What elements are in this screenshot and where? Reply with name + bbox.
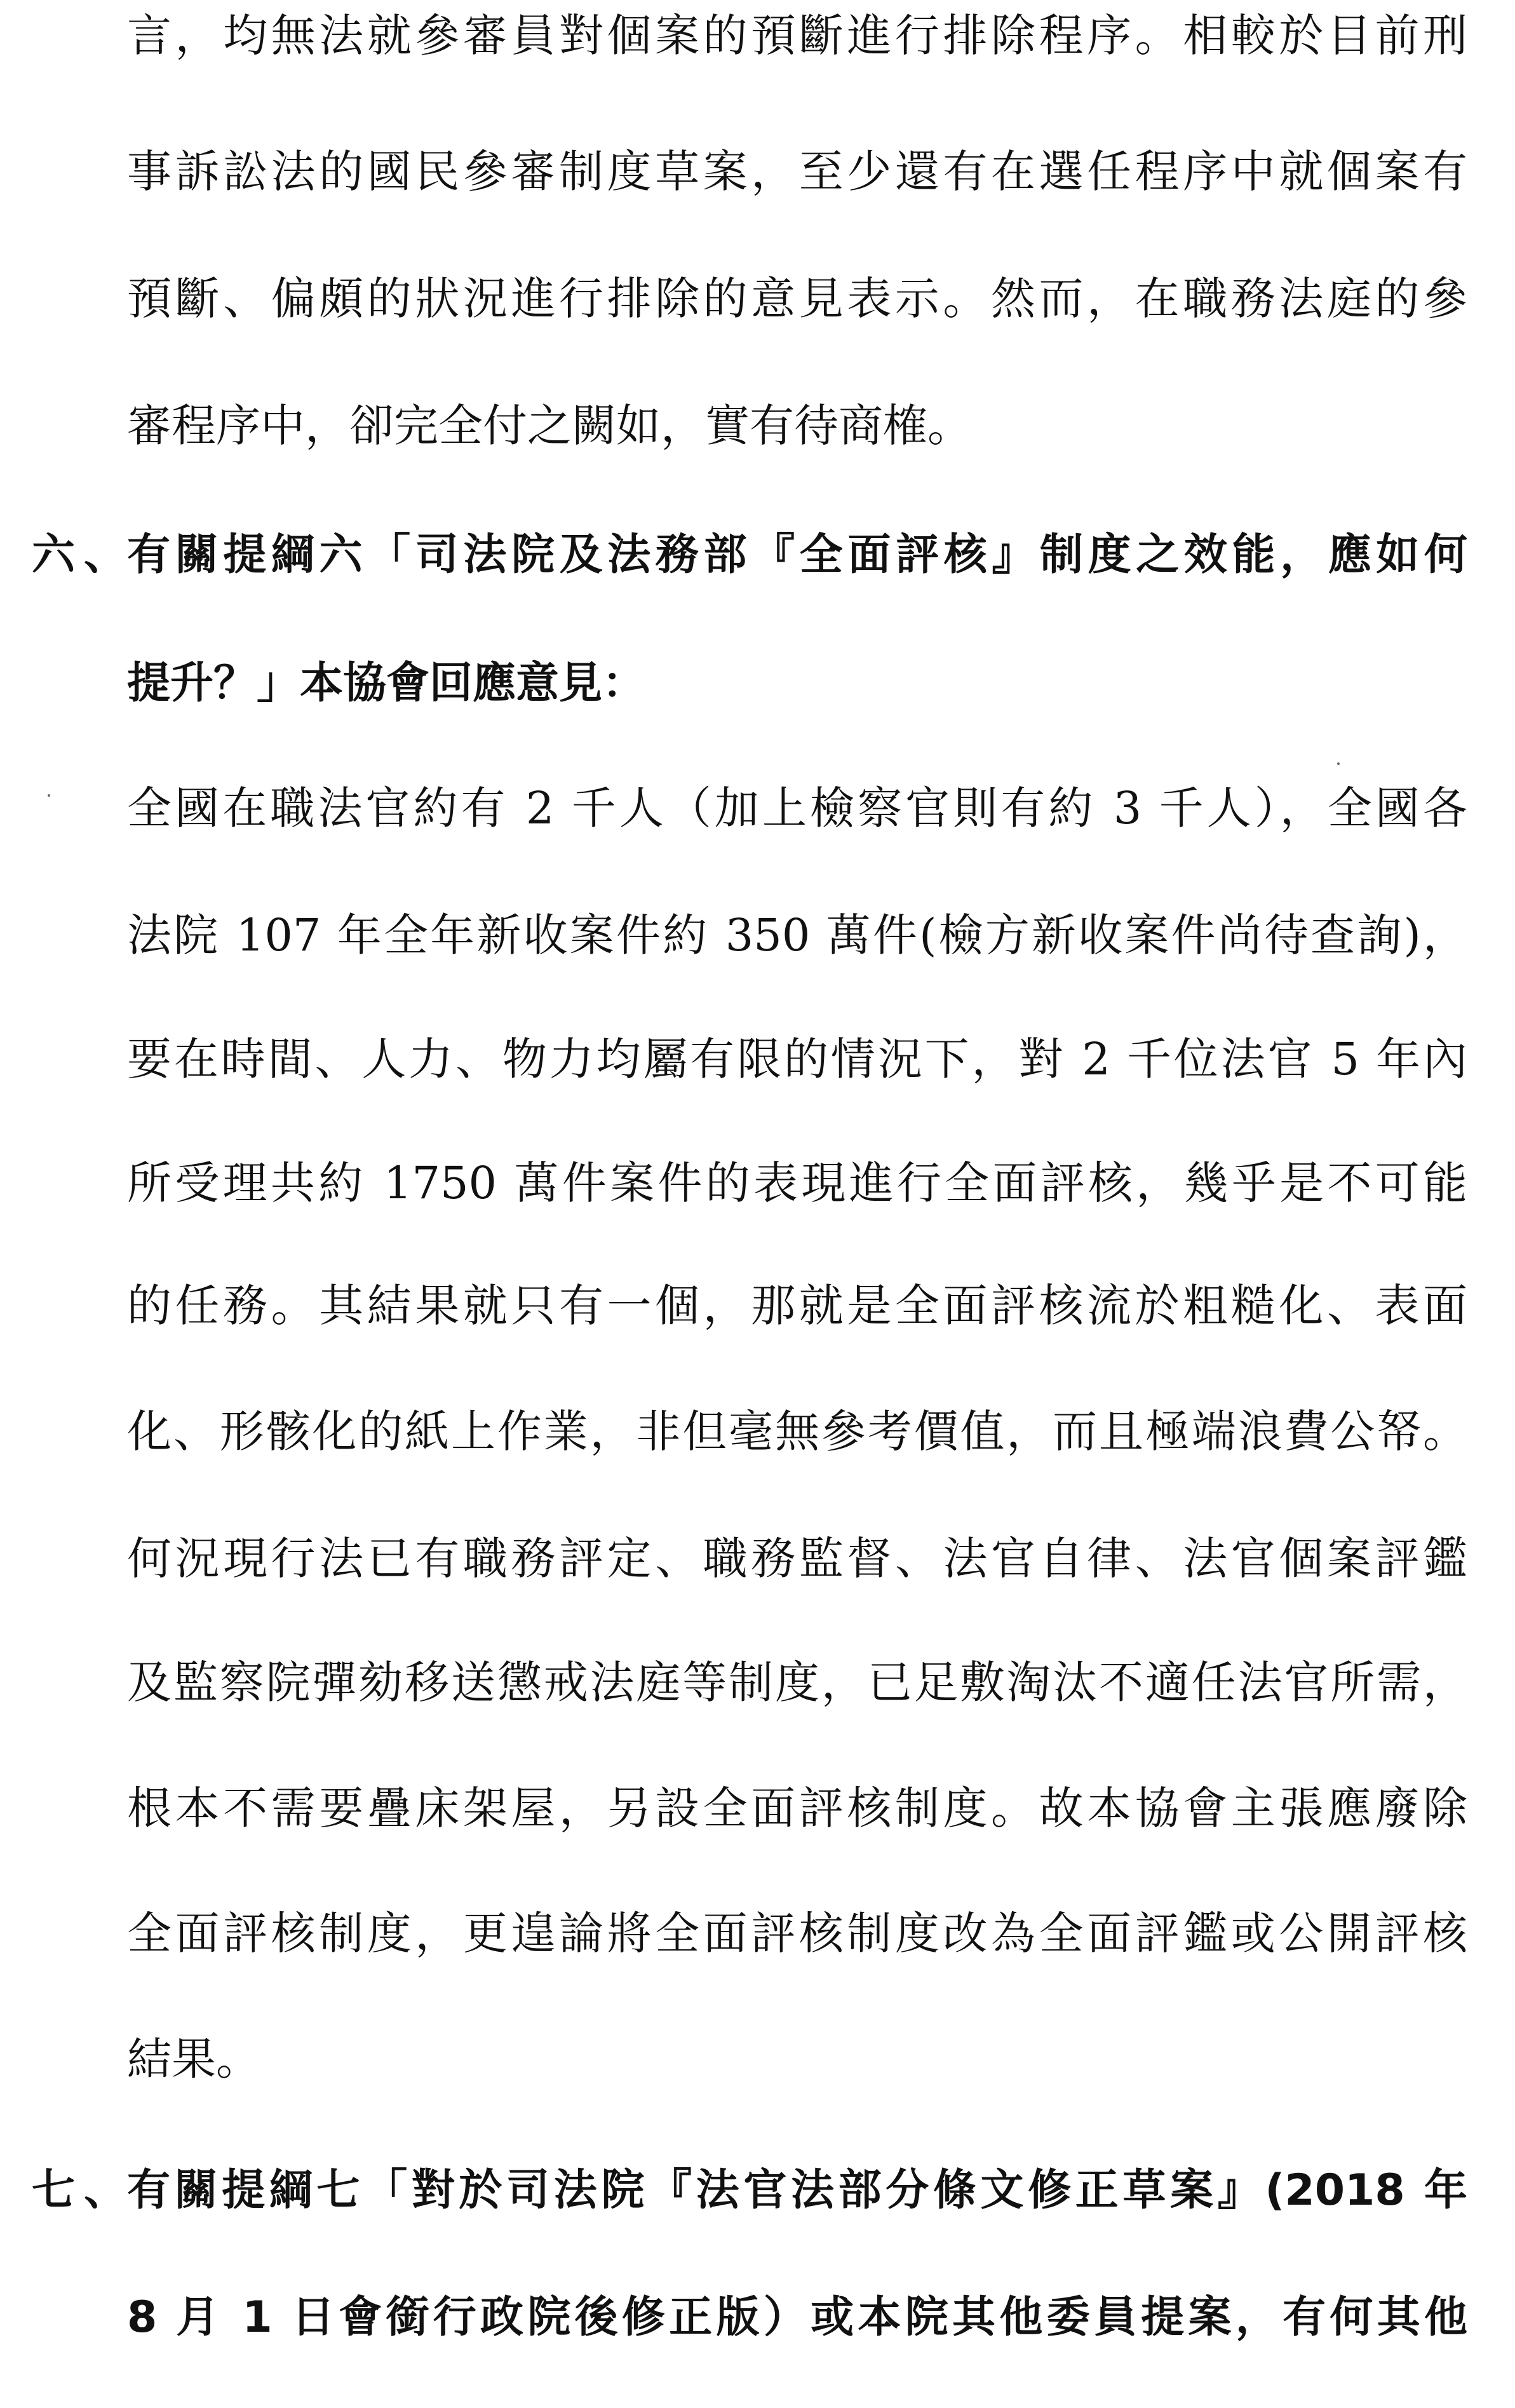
scan-speck: [48, 794, 50, 797]
section-7-heading-line: 8 月 1 日會銜行政院後修正版）或本院其他委員提案，有何其他: [127, 2292, 1467, 2343]
paragraph-line: 審程序中，卻完全付之闕如，實有待商榷。: [127, 400, 972, 452]
section-6-body-line: 結果。: [127, 2033, 260, 2085]
section-6-body-line: 根本不需要疊床架屋，另設全面評核制度。故本協會主張應廢除: [127, 1782, 1467, 1834]
section-6-body-line: 全面評核制度，更遑論將全面評核制度改為全面評鑑或公開評核: [127, 1907, 1467, 1959]
section-7-number: 七、: [32, 2165, 127, 2215]
section-6-heading-line: 提升？」本協會回應意見：: [127, 658, 646, 708]
section-6-heading-line: [32, 525, 1467, 586]
section-6-body-line: 要在時間、人力、物力均屬有限的情況下，對 2 千位法官 5 年內: [127, 1033, 1467, 1085]
section-6-title: 有關提綱六「司法院及法務部『全面評核』制度之效能，應如何: [127, 530, 1467, 580]
scan-speck: [1337, 762, 1340, 765]
paragraph-line: 預斷、偏頗的狀況進行排除的意見表示。然而，在職務法庭的參: [127, 273, 1467, 325]
section-6-number: 六、: [32, 530, 127, 580]
section-6-body-line: 全國在職法官約有 2 千人（加上檢察官則有約 3 千人），全國各: [127, 782, 1467, 834]
section-6-body-line: 化、形骸化的紙上作業，非但毫無參考價值，而且極端浪費公帑。: [127, 1405, 1467, 1458]
section-6-body-line: 所受理共約 1750 萬件案件的表現進行全面評核，幾乎是不可能: [127, 1157, 1467, 1209]
section-6-body-line: 法院 107 年全年新收案件約 350 萬件(檢方新收案件尚待查詢)，: [127, 909, 1467, 961]
section-7-heading-line: [32, 2160, 1467, 2221]
paragraph-line: 事訴訟法的國民參審制度草案，至少還有在選任程序中就個案有: [127, 145, 1467, 198]
paragraph-line: 言，均無法就參審員對個案的預斷進行排除程序。相較於目前刑: [127, 10, 1467, 62]
section-6-body-line: 何況現行法已有職務評定、職務監督、法官自律、法官個案評鑑: [127, 1532, 1467, 1585]
section-6-body-line: 的任務。其結果就只有一個，那就是全面評核流於粗糙化、表面: [127, 1280, 1467, 1332]
section-6-body-line: 及監察院彈劾移送懲戒法庭等制度，已足敷淘汰不適任法官所需，: [127, 1656, 1467, 1708]
section-7-title: 有關提綱七「對於司法院『法官法部分條文修正草案』(2018 年: [127, 2165, 1467, 2215]
